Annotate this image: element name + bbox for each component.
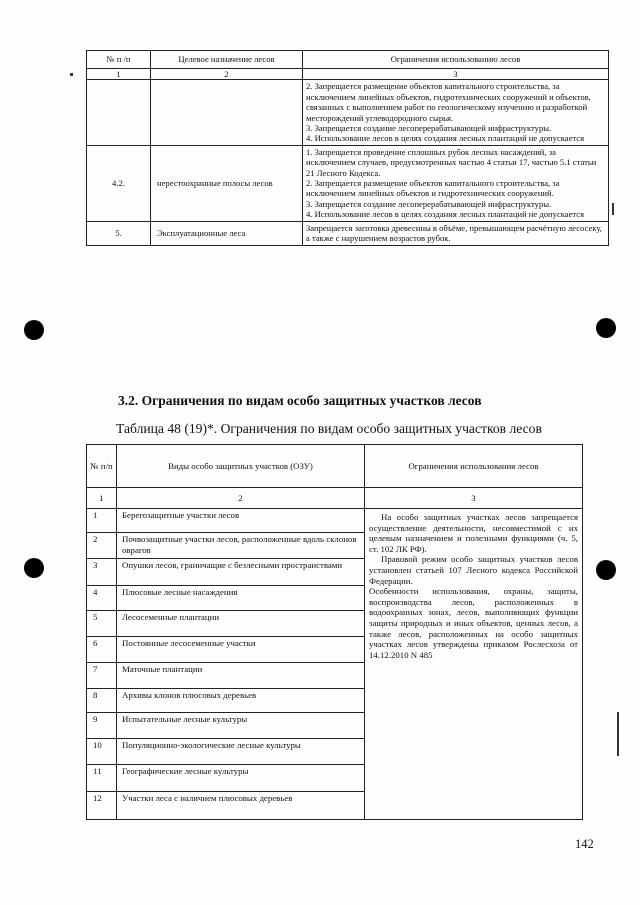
header-number: № п/п: [87, 445, 117, 488]
row-purpose: Эксплуатационные леса: [151, 221, 303, 245]
row-area-type: Маточные плантации: [117, 663, 365, 689]
column-number: 2: [117, 488, 365, 509]
table-header-row: [87, 51, 609, 69]
restriction-item: 3. Запрещается создание лесоперерабатывающей инфраструктуры.: [306, 198, 552, 209]
restriction-item: 1. Запрещается проведение сплошных рубок лесных насаждений, за исключением случаев, предусмотренных частью 4 статьи 17, частью 5.1 статьи 21 Лесного Кодекса.: [306, 146, 597, 178]
punch-hole-left-bottom: [24, 558, 44, 578]
table-header-row: [87, 445, 583, 488]
page-number: 142: [575, 837, 594, 851]
header-number: № п /п: [87, 51, 151, 69]
row-area-type: Лесосеменные плантации: [117, 611, 365, 637]
header-restrictions: Ограничения использования лесов: [365, 445, 583, 488]
row-number: 1: [87, 509, 117, 533]
row-area-type: Почвозащитные участки лесов, расположенные вдоль склонов оврагов: [117, 533, 365, 559]
row-restrictions: [303, 221, 609, 245]
table-row: [87, 145, 609, 221]
header-area-type: Виды особо защитных участков (ОЗУ): [117, 445, 365, 488]
punch-hole-left-top: [24, 320, 44, 340]
row-number: 6: [87, 637, 117, 663]
punch-hole-right-top: [596, 318, 616, 338]
row-number: 2: [87, 533, 117, 559]
row-number: 9: [87, 713, 117, 739]
row-number: 11: [87, 765, 117, 792]
restriction-item: 2. Запрещается размещение объектов капитального строительства, за исключением линейных объектов, гидротехнических сооружений и объектов, связанных с выполнением работ по геологическому изучению и разработкой месторождений углеводородного сырья.: [306, 81, 591, 123]
column-number: 2: [151, 69, 303, 80]
column-number-row: [87, 488, 583, 509]
forest-purpose-table: [86, 50, 609, 246]
restriction-paragraph: Особенности использования, охраны, защиты, воспроизводства лесов, расположенных в водоохранных зонах, лесов, выполняющих функции защиты природных и иных объектов, ценных лесов, а также лесов, расположенных на особо защитных участках лесов утверждены приказом Рослесхоза от 14.12.2010 N 485: [369, 586, 578, 660]
row-purpose: нерестоохранные полосы лесов: [151, 145, 303, 221]
section-heading: 3.2. Ограничения по видам особо защитных участков лесов: [118, 393, 482, 408]
row-number: 8: [87, 689, 117, 713]
row-restrictions: [303, 145, 609, 221]
row-number: 7: [87, 663, 117, 689]
table-row: [87, 221, 609, 245]
restrictions-cell: [365, 509, 583, 820]
restriction-paragraph: На особо защитных участках лесов запрещается осуществление деятельности, несовместимой с их целевым назначением и полезными функциями (ч. 5, ст. 102 ЛК РФ).: [369, 512, 578, 554]
restriction-item: Запрещается заготовка древесины в объёме, превышающем расчётную лесосеку, а также с нарушением возрастов рубок.: [306, 222, 602, 244]
scan-artifact: [612, 203, 614, 215]
row-number: 12: [87, 792, 117, 820]
row-number: 5: [87, 611, 117, 637]
table-caption: Таблица 48 (19)*. Ограничения по видам особо защитных участков лесов: [116, 421, 542, 436]
table-row: [87, 80, 609, 145]
row-number: 3: [87, 559, 117, 586]
row-area-type: Постоянные лесосеменные участки: [117, 637, 365, 663]
protective-areas-table: [86, 444, 583, 820]
header-purpose: Целевое назначение лесов: [151, 51, 303, 69]
scan-artifact: [70, 73, 73, 76]
row-number: 10: [87, 739, 117, 765]
restriction-item: 3. Запрещается создание лесоперерабатывающей инфраструктуры.: [306, 123, 552, 134]
scan-artifact: [617, 712, 619, 756]
row-area-type: Участки леса с наличием плюсовых деревьев: [117, 792, 365, 820]
row-area-type: Опушки лесов, граничащие с безлесными пространствами: [117, 559, 365, 586]
column-number-row: [87, 69, 609, 80]
restriction-paragraph: Правовой режим особо защитных участков лесов установлен статьей 107 Лесного кодекса Российской Федерации.: [369, 554, 578, 586]
restriction-item: 4. Использование лесов в целях создания лесных плантаций не допускается: [306, 133, 585, 144]
row-area-type: Испытательные лесные культуры: [117, 713, 365, 739]
row-purpose: [151, 80, 303, 145]
table-row: [87, 509, 583, 533]
header-restrictions: Ограничения использованию лесов: [303, 51, 609, 69]
row-area-type: Берегозащитные участки лесов: [117, 509, 365, 533]
row-number: 4: [87, 586, 117, 611]
column-number: 3: [303, 69, 609, 80]
row-area-type: Плюсовые лесные насаждения: [117, 586, 365, 611]
column-number: 3: [365, 488, 583, 509]
row-number: 5.: [87, 221, 151, 245]
row-area-type: Архивы клонов плюсовых деревьев: [117, 689, 365, 713]
column-number: 1: [87, 69, 151, 80]
punch-hole-right-bottom: [596, 560, 616, 580]
column-number: 1: [87, 488, 117, 509]
row-area-type: Популяционно-экологические лесные культуры: [117, 739, 365, 765]
restriction-item: 2. Запрещается размещение объектов капитального строительства, за исключением линейных объектов и гидротехнических сооружений.: [306, 178, 560, 199]
restriction-item: 4. Использование лесов в целях создания лесных плантаций не допускается: [306, 209, 585, 220]
row-number: [87, 80, 151, 145]
row-restrictions: [303, 80, 609, 145]
row-number: 4.2.: [87, 145, 151, 221]
row-area-type: Географические лесные культуры: [117, 765, 365, 792]
